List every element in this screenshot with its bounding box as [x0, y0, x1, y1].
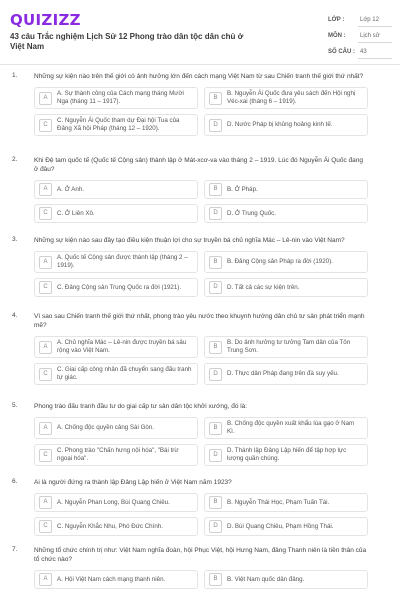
option-letter-badge: D: [209, 281, 222, 294]
option-text: C. Giai cấp công nhân đã chuyển sang đấu tranh tự giác.: [57, 366, 192, 381]
meta-subject-row: [328, 30, 392, 44]
question-item: [0, 478, 400, 546]
option-text: A. Hội Việt Nam cách mạng thanh niên.: [57, 575, 166, 583]
option-letter-badge: B: [209, 422, 222, 435]
question-number: 3.: [12, 236, 18, 243]
answer-options: [34, 417, 368, 466]
option-text: D. Ở Trung Quốc.: [227, 209, 276, 217]
worksheet-title: 43 câu Trắc nghiệm Lịch Sử 12 Phong trào dân tộc dân chủ ở Việt Nam: [10, 32, 244, 51]
meta-class-row: [328, 14, 392, 28]
option-text: A. Nguyễn Phan Long, Bùi Quang Chiêu.: [57, 498, 170, 506]
option-text: D. Bùi Quang Chiêu, Phạm Hồng Thái.: [227, 522, 334, 530]
question-number: 1.: [12, 72, 18, 79]
question-item: [0, 156, 400, 236]
option-letter-badge: A: [39, 341, 52, 354]
question-number: 6.: [12, 478, 18, 485]
answer-option-a[interactable]: [34, 493, 198, 512]
option-letter-badge: A: [39, 92, 52, 105]
option-letter-badge: A: [39, 496, 52, 509]
option-text: A. Quốc tế Cộng sản được thành lập (tháng 2 – 1919).: [57, 254, 188, 269]
meta-count-row: [328, 46, 392, 60]
answer-option-b[interactable]: [204, 336, 368, 358]
option-letter-badge: C: [39, 449, 52, 462]
answer-options: [34, 87, 368, 136]
option-letter-badge: C: [39, 207, 52, 220]
option-text: C. Nguyễn Khắc Nhu, Phó Đức Chính.: [57, 522, 163, 530]
class-value: Lớp 12: [358, 14, 392, 27]
question-item: [0, 72, 400, 156]
option-text: A. Chống độc quyền cảng Sài Gòn.: [57, 424, 155, 431]
option-text: D. Thành lập Đảng Lập hiến để tập hợp lực lượng quần chúng.: [227, 447, 347, 462]
count-value: 43: [358, 46, 392, 59]
answer-option-d[interactable]: [204, 204, 368, 223]
question-item: [0, 546, 400, 596]
answer-option-b[interactable]: [204, 493, 368, 512]
option-text: B. Việt Nam quốc dân đảng.: [227, 575, 305, 583]
worksheet-header: [0, 0, 400, 65]
option-letter-badge: C: [39, 520, 52, 533]
answer-option-d[interactable]: [204, 114, 368, 136]
option-letter-badge: B: [209, 92, 222, 105]
answer-option-c[interactable]: [34, 278, 198, 297]
answer-options: [34, 493, 368, 536]
answer-option-d[interactable]: [204, 363, 368, 385]
subject-label: MÔN :: [328, 33, 346, 39]
answer-option-a[interactable]: [34, 336, 198, 358]
answer-option-b[interactable]: [204, 180, 368, 199]
answer-option-b[interactable]: [204, 417, 368, 439]
option-text: B. Ở Pháp.: [227, 185, 258, 193]
question-text: Phong trào đấu tranh đầu tư do giai cấp tư sản dân tộc khởi xướng, đó là:: [34, 403, 248, 410]
option-text: B. Chống độc quyền xuất khẩu lúa gạo ở Nam Kì.: [227, 420, 355, 435]
option-text: D. Tất cả các sự kiện trên.: [227, 283, 300, 291]
question-item: [0, 402, 400, 478]
answer-options: [34, 570, 368, 589]
answer-option-c[interactable]: [34, 114, 198, 136]
option-text: A. Chủ nghĩa Mác – Lê-nin được truyền bá sâu rộng vào Việt Nam.: [57, 339, 187, 354]
question-text: Những sự kiện nào trên thế giới có ảnh hưởng lớn đến cách mạng Việt Nam từ sau Chiến tranh thế giới thứ nhất?: [34, 73, 364, 80]
class-label: LỚP :: [328, 17, 345, 23]
option-text: C. Đảng Cộng sản Trung Quốc ra đời (1921).: [57, 283, 182, 291]
option-letter-badge: D: [209, 368, 222, 381]
option-letter-badge: B: [209, 183, 222, 196]
option-letter-badge: A: [39, 422, 52, 435]
option-text: B. Đảng Cộng sản Pháp ra đời (1920).: [227, 258, 333, 265]
question-item: [0, 236, 400, 312]
answer-options: [34, 336, 368, 385]
answer-option-d[interactable]: [204, 517, 368, 536]
option-letter-badge: B: [209, 573, 222, 586]
option-text: A. Sự thành công của Cách mạng tháng Mười Nga (tháng 11 – 1917).: [57, 90, 184, 105]
option-letter-badge: B: [209, 341, 222, 354]
option-letter-badge: B: [209, 256, 222, 269]
answer-option-d[interactable]: [204, 278, 368, 297]
answer-option-a[interactable]: [34, 180, 198, 199]
question-number: 5.: [12, 402, 18, 409]
option-text: B. Nguyễn Ái Quốc đưa yêu sách đến Hội nghị Véc-xai (tháng 6 – 1919).: [227, 90, 356, 105]
subject-value: Lịch sử: [358, 30, 392, 43]
answer-option-b[interactable]: [204, 570, 368, 589]
option-letter-badge: C: [39, 119, 52, 132]
option-letter-badge: A: [39, 183, 52, 196]
answer-options: [34, 180, 368, 223]
question-item: [0, 312, 400, 402]
answer-option-a[interactable]: [34, 417, 198, 439]
question-text: Khi Đệ tam quốc tế (Quốc tế Cộng sản) thành lập ở Mát-xcơ-va vào tháng 2 – 1919. Lúc đó Nguyễn Ái Quốc đang ở đâu?: [34, 157, 364, 173]
question-text: Ai là người đứng ra thành lập Đảng Lập hiến ở Việt Nam năm 1923?: [34, 479, 232, 486]
option-letter-badge: B: [209, 496, 222, 509]
option-text: B. Do ảnh hưởng tư tưởng Tam dân của Tôn Trung Sơn.: [227, 339, 351, 354]
question-number: 2.: [12, 156, 18, 163]
option-text: C. Phong trào "Chấn hưng nội hóa", "Bài trừ ngoại hóa".: [57, 447, 179, 462]
meta-panel: [328, 14, 392, 62]
answer-option-c[interactable]: [34, 517, 198, 536]
answer-option-c[interactable]: [34, 363, 198, 385]
answer-option-a[interactable]: [34, 251, 198, 273]
option-letter-badge: D: [209, 449, 222, 462]
question-text: Những sự kiện nào sau đây tạo điều kiện thuận lợi cho sự truyền bá chủ nghĩa Mác – Lê-nin vào Việt Nam?: [34, 237, 345, 244]
question-list: [0, 72, 400, 596]
option-letter-badge: C: [39, 281, 52, 294]
option-text: D. Nước Pháp bị khủng hoảng kinh tế.: [227, 121, 333, 128]
option-letter-badge: D: [209, 520, 222, 533]
option-letter-badge: C: [39, 368, 52, 381]
option-text: D. Thực dân Pháp đang trên đà suy yếu.: [227, 370, 339, 377]
option-letter-badge: D: [209, 119, 222, 132]
answer-option-c[interactable]: [34, 444, 198, 466]
answer-option-a[interactable]: [34, 570, 198, 589]
option-text: C. Ở Liên Xô.: [57, 209, 95, 217]
question-number: 7.: [12, 546, 18, 553]
question-text: Những tổ chức chính trị như: Việt Nam nghĩa đoàn, hội Phục Việt, hội Hưng Nam, đảng Thanh niên là tiền thân của tổ chức nào?: [34, 547, 367, 563]
option-text: C. Nguyễn Ái Quốc tham dự Đại hội Tua của Đảng Xã hội Pháp (tháng 12 – 1920).: [57, 117, 180, 132]
option-text: A. Ở Anh.: [57, 185, 84, 193]
answer-option-d[interactable]: [204, 444, 368, 466]
question-number: 4.: [12, 312, 18, 319]
answer-option-b[interactable]: [204, 251, 368, 273]
quizizz-logo: QUIZIZZ: [10, 11, 81, 29]
option-text: B. Nguyễn Thái Học, Phạm Tuấn Tài.: [227, 498, 330, 506]
answer-options: [34, 251, 368, 297]
count-label: SỐ CÂU :: [328, 49, 355, 55]
answer-option-c[interactable]: [34, 204, 198, 223]
question-text: Vì sao sau Chiến tranh thế giới thứ nhất, phong trào yêu nước theo khuynh hướng dân chủ tư sản phát triển mạnh mẽ?: [34, 313, 365, 329]
option-letter-badge: D: [209, 207, 222, 220]
answer-option-b[interactable]: [204, 87, 368, 109]
option-letter-badge: A: [39, 573, 52, 586]
option-letter-badge: A: [39, 256, 52, 269]
answer-option-a[interactable]: [34, 87, 198, 109]
